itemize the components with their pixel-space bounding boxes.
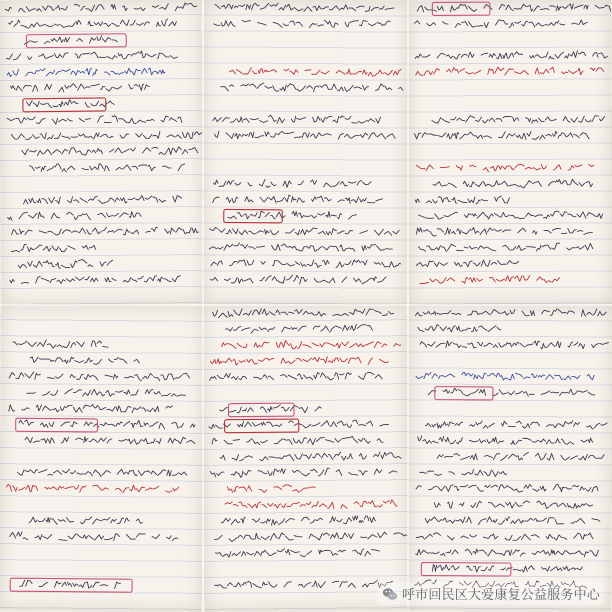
handwriting-line [432, 564, 582, 572]
handwriting-line [24, 36, 117, 45]
handwriting-page-5 [202, 304, 410, 612]
handwriting-line [414, 131, 589, 140]
highlight-box [224, 209, 283, 222]
wechat-icon [382, 586, 398, 602]
handwriting-line [418, 324, 501, 332]
highlight-box [435, 387, 493, 400]
handwriting-line [209, 243, 392, 252]
notebook-page-6 [407, 304, 612, 611]
notebook-page-1 [0, 0, 205, 306]
handwriting-line [416, 484, 598, 493]
handwriting-line [420, 340, 609, 349]
handwriting-line [225, 500, 397, 510]
notebook-page-3 [407, 0, 612, 306]
handwriting-line [29, 163, 184, 173]
handwriting-line [418, 211, 602, 220]
handwriting-line [5, 3, 197, 13]
handwriting-line [18, 468, 187, 477]
handwriting-line [417, 4, 610, 13]
handwriting-line [10, 275, 181, 284]
handwriting-line [228, 211, 357, 220]
notebook-page-4 [0, 304, 204, 612]
handwriting-line [10, 532, 178, 542]
handwriting-line [210, 468, 397, 478]
handwriting-line [214, 532, 406, 542]
handwriting-line [13, 340, 108, 349]
handwriting-line [215, 3, 394, 12]
handwriting-line [212, 436, 383, 445]
handwriting-line [415, 308, 606, 317]
handwriting-line [213, 179, 371, 188]
handwriting-line [30, 357, 139, 365]
handwriting-line [225, 324, 372, 333]
handwriting-line [434, 500, 592, 509]
handwriting-line [8, 19, 176, 29]
notebook-page-5 [202, 304, 410, 612]
handwriting-line [230, 68, 402, 77]
handwriting-line [19, 419, 195, 429]
handwriting-page-6 [407, 304, 612, 611]
handwriting-line [415, 19, 588, 28]
handwriting-line [425, 420, 607, 429]
handwriting-line [418, 243, 593, 252]
handwriting-line [227, 485, 315, 494]
handwriting-line [25, 436, 195, 445]
handwriting-line [420, 469, 507, 476]
handwriting-line [432, 115, 605, 124]
handwriting-line [215, 548, 379, 557]
handwriting-line [425, 516, 600, 525]
highlight-box [16, 418, 98, 432]
handwriting-page-1 [0, 0, 205, 306]
handwriting-line [12, 226, 199, 236]
handwriting-line [213, 308, 394, 318]
handwriting-line [6, 51, 177, 61]
handwriting-line [214, 580, 392, 589]
handwriting-line [221, 83, 403, 92]
photo-seam-horizontal [0, 304, 612, 306]
handwriting-line [6, 484, 178, 493]
handwriting-line [417, 164, 594, 172]
handwriting-line [420, 276, 560, 284]
handwriting-line [26, 99, 114, 108]
handwriting-line [416, 532, 593, 541]
handwriting-page-4 [0, 304, 204, 612]
handwriting-line [220, 452, 401, 462]
watermark-text: 呼市回民区大爱康复公益服务中心 [401, 588, 600, 603]
handwriting-line [213, 115, 381, 124]
handwriting-line [437, 452, 604, 461]
handwriting-line [20, 580, 121, 588]
handwriting-line [220, 404, 322, 413]
handwriting-line [415, 196, 509, 204]
handwriting-line [8, 211, 141, 220]
handwriting-line [213, 195, 383, 204]
handwriting-line [11, 131, 202, 140]
handwriting-line [210, 372, 382, 381]
watermark [378, 582, 604, 605]
handwriting-line [22, 146, 198, 156]
handwriting-page-3 [407, 0, 612, 306]
handwriting-line [418, 436, 593, 445]
handwriting-line [29, 516, 143, 525]
handwriting-line [416, 260, 518, 267]
handwriting-line [433, 179, 592, 188]
handwriting-line [416, 227, 592, 236]
handwriting-line [23, 195, 181, 204]
handwriting-line [214, 131, 395, 140]
handwriting-line [11, 83, 150, 93]
handwriting-line [416, 372, 594, 380]
handwriting-line [221, 516, 375, 526]
handwriting-line [211, 356, 389, 365]
handwriting-line [9, 404, 173, 413]
handwriting-line [428, 388, 595, 397]
handwriting-line [415, 51, 607, 60]
handwriting-line [210, 275, 386, 285]
handwriting-line [210, 227, 400, 236]
handwriting-line [214, 19, 391, 28]
handwriting-line [18, 259, 113, 269]
handwriting-line [416, 549, 599, 557]
handwriting-line [27, 388, 186, 397]
notebook-page-2 [202, 0, 409, 306]
handwriting-line [222, 339, 401, 349]
handwriting-line [7, 67, 165, 77]
handwriting-page-2 [202, 0, 409, 306]
handwriting-line [7, 115, 182, 125]
highlight-box [225, 419, 299, 433]
handwriting-line [11, 244, 95, 253]
handwriting-line [211, 259, 401, 268]
handwriting-line [9, 372, 190, 381]
handwriting-line [416, 67, 604, 76]
